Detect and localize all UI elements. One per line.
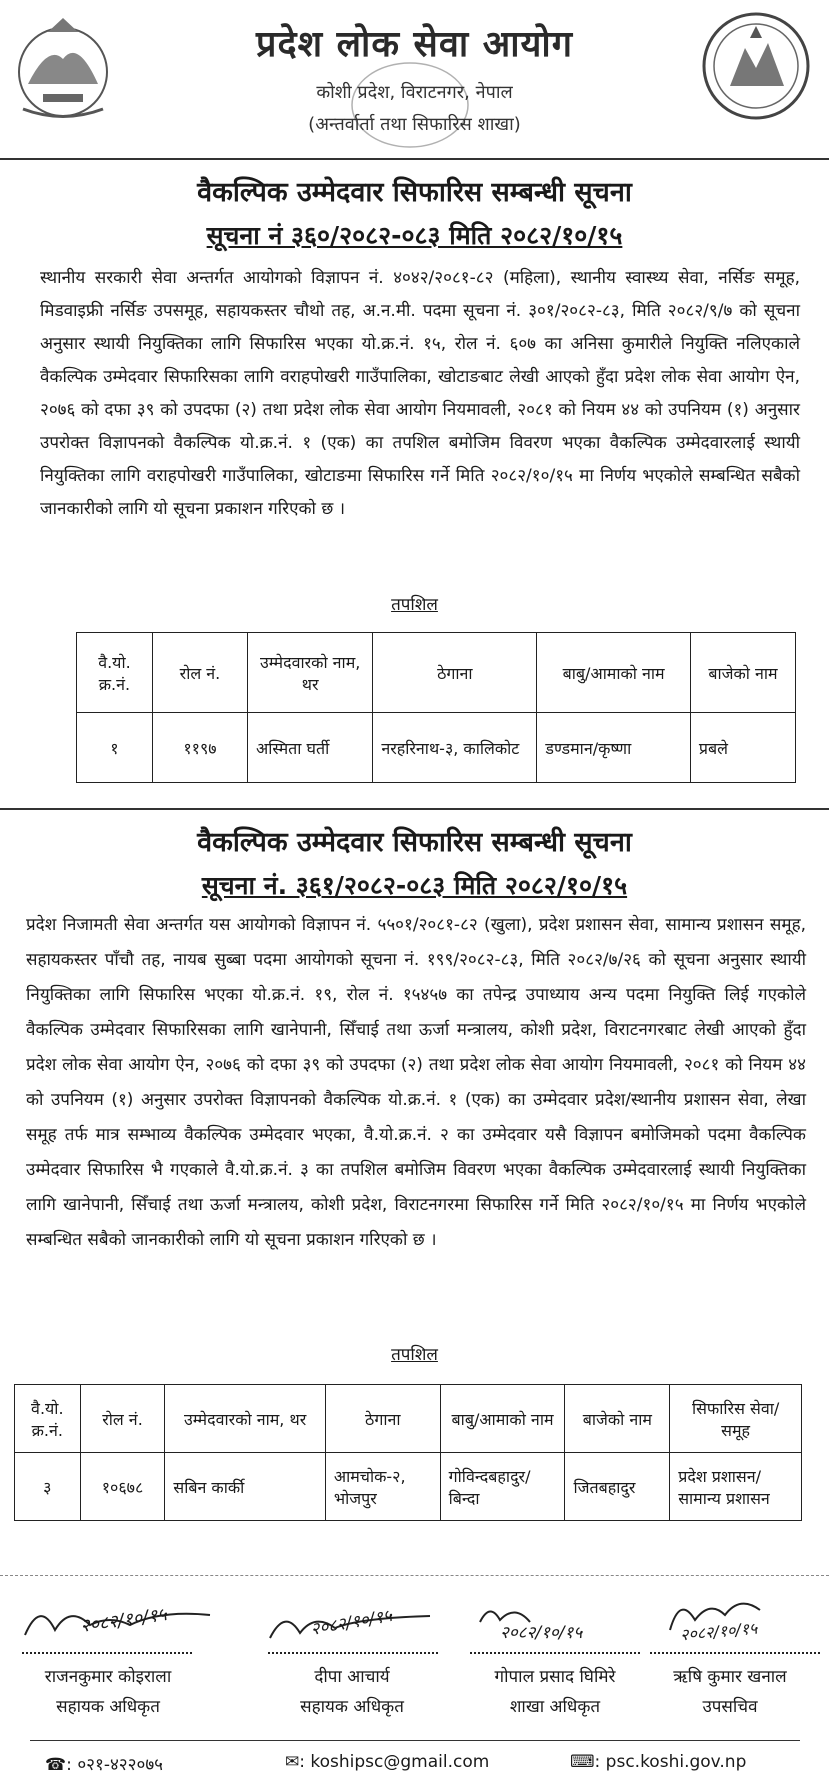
- signature-date: २०८२/१०/१५: [679, 1618, 759, 1645]
- table-cell: नरहरिनाथ-३, कालिकोट: [373, 713, 537, 783]
- table-cell: १: [77, 713, 153, 783]
- table-cell: ३: [15, 1453, 81, 1521]
- section-divider: [0, 808, 829, 810]
- website-url: psc.koshi.gov.np: [605, 1752, 747, 1772]
- table-cell: गोविन्दबहादुर/ बिन्दा: [440, 1453, 565, 1521]
- notice1-title: वैकल्पिक उम्मेदवार सिफारिस सम्बन्धी सूचना: [197, 177, 632, 208]
- header-divider: [0, 158, 829, 160]
- section-divider-dashed: [0, 1575, 829, 1576]
- notice2-subtitle: सूचना नं. ३६१/२०८२-०८३ मिति २०८२/१०/१५: [201, 871, 628, 900]
- table-header-cell: बाजेको नाम: [690, 633, 795, 713]
- footer-divider: [30, 1740, 800, 1741]
- notice1-subtitle: सूचना नं ३६०/२०८२-०८३ मिति २०८२/१०/१५: [206, 221, 623, 250]
- table-cell: प्रदेश प्रशासन/ सामान्य प्रशासन: [670, 1453, 802, 1521]
- signature-date: २०८२/१०/१५: [79, 1604, 169, 1637]
- signatory-title: उपसचिव: [702, 1697, 758, 1717]
- signatory-title: सहायक अधिकृत: [300, 1697, 404, 1717]
- table-header-cell: रोल नं.: [152, 633, 247, 713]
- notice1-tapshil-label: तपशिल: [391, 595, 438, 615]
- signatory-name: दीपा आचार्य: [314, 1667, 390, 1687]
- signature-line: [268, 1652, 438, 1654]
- phone-icon: ☎:: [45, 1755, 72, 1775]
- stamp-seal: [350, 60, 470, 150]
- table-cell: ११९७: [152, 713, 247, 783]
- table-header-cell: रोल नं.: [80, 1385, 165, 1453]
- table-cell: प्रबले: [690, 713, 795, 783]
- commission-address: कोशी प्रदेश, विराटनगर, नेपाल: [316, 82, 513, 103]
- table-header-cell: वै.यो. क्र.नं.: [15, 1385, 81, 1453]
- signature-line: [22, 1652, 192, 1654]
- table-header-cell: ठेगाना: [373, 633, 537, 713]
- signature-line: [650, 1652, 820, 1654]
- signatory-name: गोपाल प्रसाद घिमिरे: [494, 1667, 616, 1687]
- table-header-cell: उम्मेदवारको नाम, थर: [248, 633, 373, 713]
- table-header-cell: उम्मेदवारको नाम, थर: [165, 1385, 326, 1453]
- signatory-title: शाखा अधिकृत: [509, 1697, 601, 1717]
- signature-date: २०८२/१०/१५: [500, 1623, 583, 1643]
- phone-number: ०२१-४२२०७५: [77, 1755, 164, 1775]
- table-header-cell: बाबु/आमाको नाम: [440, 1385, 565, 1453]
- signatory-name: ऋषि कुमार खनाल: [673, 1667, 787, 1687]
- footer-website: [570, 1752, 746, 1772]
- signature-date: २०८२/१०/१५: [309, 1605, 394, 1640]
- branch-name: (अन्तर्वार्ता तथा सिफारिस शाखा): [308, 114, 521, 135]
- footer-email: [285, 1752, 489, 1772]
- footer-phone: [45, 1752, 163, 1775]
- table-cell: १०६७८: [80, 1453, 165, 1521]
- table-cell: सबिन कार्की: [165, 1453, 326, 1521]
- table-header-cell: वै.यो. क्र.नं.: [77, 633, 153, 713]
- table-header-cell: सिफारिस सेवा/समूह: [670, 1385, 802, 1453]
- signature-line: [470, 1652, 640, 1654]
- notice2-tapshil-label: तपशिल: [391, 1345, 438, 1365]
- table-header-cell: ठेगाना: [325, 1385, 440, 1453]
- table-header-row: [15, 1385, 802, 1453]
- table-cell: जितबहादुर: [565, 1453, 670, 1521]
- table-cell: डण्डमान/कृष्णा: [537, 713, 691, 783]
- web-icon: ⌨:: [570, 1752, 601, 1772]
- notice2-title: वैकल्पिक उम्मेदवार सिफारिस सम्बन्धी सूचना: [197, 827, 632, 858]
- table-header-cell: बाजेको नाम: [565, 1385, 670, 1453]
- email-icon: ✉:: [285, 1752, 305, 1772]
- table-cell: अस्मिता घर्ती: [248, 713, 373, 783]
- notice1-table: [76, 632, 796, 783]
- email-address: koshipsc@gmail.com: [310, 1752, 490, 1772]
- table-cell: आमचोक-२, भोजपुर: [325, 1453, 440, 1521]
- table-header-row: [77, 633, 796, 713]
- table-header-cell: बाबु/आमाको नाम: [537, 633, 691, 713]
- table-row: [77, 713, 796, 783]
- notice2-body: प्रदेश निजामती सेवा अन्तर्गत यस आयोगको विज्ञापन नं. ५५०१/२०८१-८२ (खुला), प्रदेश प्रशासन सेवा, सामान्य प्रशासन समूह, सहायकस्तर पाँचौ तह, नायब सुब्बा पदमा आयोगको सूचना नं. १९९/२०८२-८३, मिति २०८२/७/२६ को सूचना अनुसार स्थायी नियुक्तिका लागि सिफारिस भएका यो.क्र.नं. १९, रोल नं. १५४५७ का तपेन्द्र उपाध्याय अन्य पदमा नियुक्ति लिई गएकोले वैकल्पिक उम्मेदवार सिफारिसका लागि खानेपानी, सिँचाई तथा ऊर्जा मन्त्रालय, कोशी प्रदेश, विराटनगरबाट लेखी आएको हुँदा प्रदेश लोक सेवा आयोग ऐन, २०७६ को दफा ३९ को उपदफा (२) तथा प्रदेश लोक सेवा आयोग नियमावली, २०८१ को नियम ४४ को उपनियम (१) अनुसार उपरोक्त विज्ञापनको वैकल्पिक यो.क्र.नं. १ (एक) का उम्मेदवार प्रदेश/स्थानीय प्रशासन सेवा, लेखा समूह तर्फ मात्र सम्भाव्य वैकल्पिक उम्मेदवार भएका, वै.यो.क्र.नं. २ का उम्मेदवार यसै विज्ञापन बमोजिमको पदमा वैकल्पिक उम्मेदवार सिफारिस भै गएकाले वै.यो.क्र.नं. ३ का तपशिल बमोजिम विवरण भएका वैकल्पिक उम्मेदवारलाई स्थायी नियुक्तिका लागि खानेपानी, सिँचाई तथा ऊर्जा मन्त्रालय, कोशी प्रदेश, विराटनगरमा सिफारिस गर्ने मिति २०८२/१०/१५ मा निर्णय भएकोले सम्बन्धित सबैको जानकारीको लागि यो सूचना प्रकाशन गरिएको छ ।: [26, 915, 806, 1250]
- notice2-table: [14, 1384, 802, 1521]
- notice1-body: स्थानीय सरकारी सेवा अन्तर्गत आयोगको विज्ञापन नं. ४०४२/२०८१-८२ (महिला), स्थानीय स्वास्थ्य सेवा, नर्सिङ समूह, मिडवाइफ्री नर्सिङ उपसमूह, सहायकस्तर चौथो तह, अ.न.मी. पदमा सूचना नं. ३०१/२०८२-८३, मिति २०८२/९/७ को सूचना अनुसार स्थायी नियुक्तिका लागि सिफारिस भएका यो.क्र.नं. १५, रोल नं. ६०७ का अनिसा कुमारीले नियुक्ति नलिएकाले वैकल्पिक उम्मेदवार सिफारिसका लागि वराहपोखरी गाउँपालिका, खोटाङबाट लेखी आएको हुँदा प्रदेश लोक सेवा आयोग ऐन, २०७६ को दफा ३९ को उपदफा (२) तथा प्रदेश लोक सेवा आयोग नियमावली, २०८१ को नियम ४४ को उपनियम (१) अनुसार उपरोक्त विज्ञापनको वैकल्पिक यो.क्र.नं. १ (एक) का तपशिल बमोजिम विवरण भएका वैकल्पिक उम्मेदवारलाई स्थायी नियुक्तिका लागि वराहपोखरी गाउँपालिका, खोटाङमा सिफारिस गर्ने मिति २०८२/१०/१५ मा निर्णय भएकोले सम्बन्धित सबैको जानकारीको लागि यो सूचना प्रकाशन गरिएको छ ।: [40, 268, 800, 519]
- signatory-title: सहायक अधिकृत: [56, 1697, 160, 1717]
- commission-title: प्रदेश लोक सेवा आयोग: [256, 24, 573, 65]
- table-row: [15, 1453, 802, 1521]
- signatory-name: राजनकुमार कोइराला: [44, 1667, 172, 1687]
